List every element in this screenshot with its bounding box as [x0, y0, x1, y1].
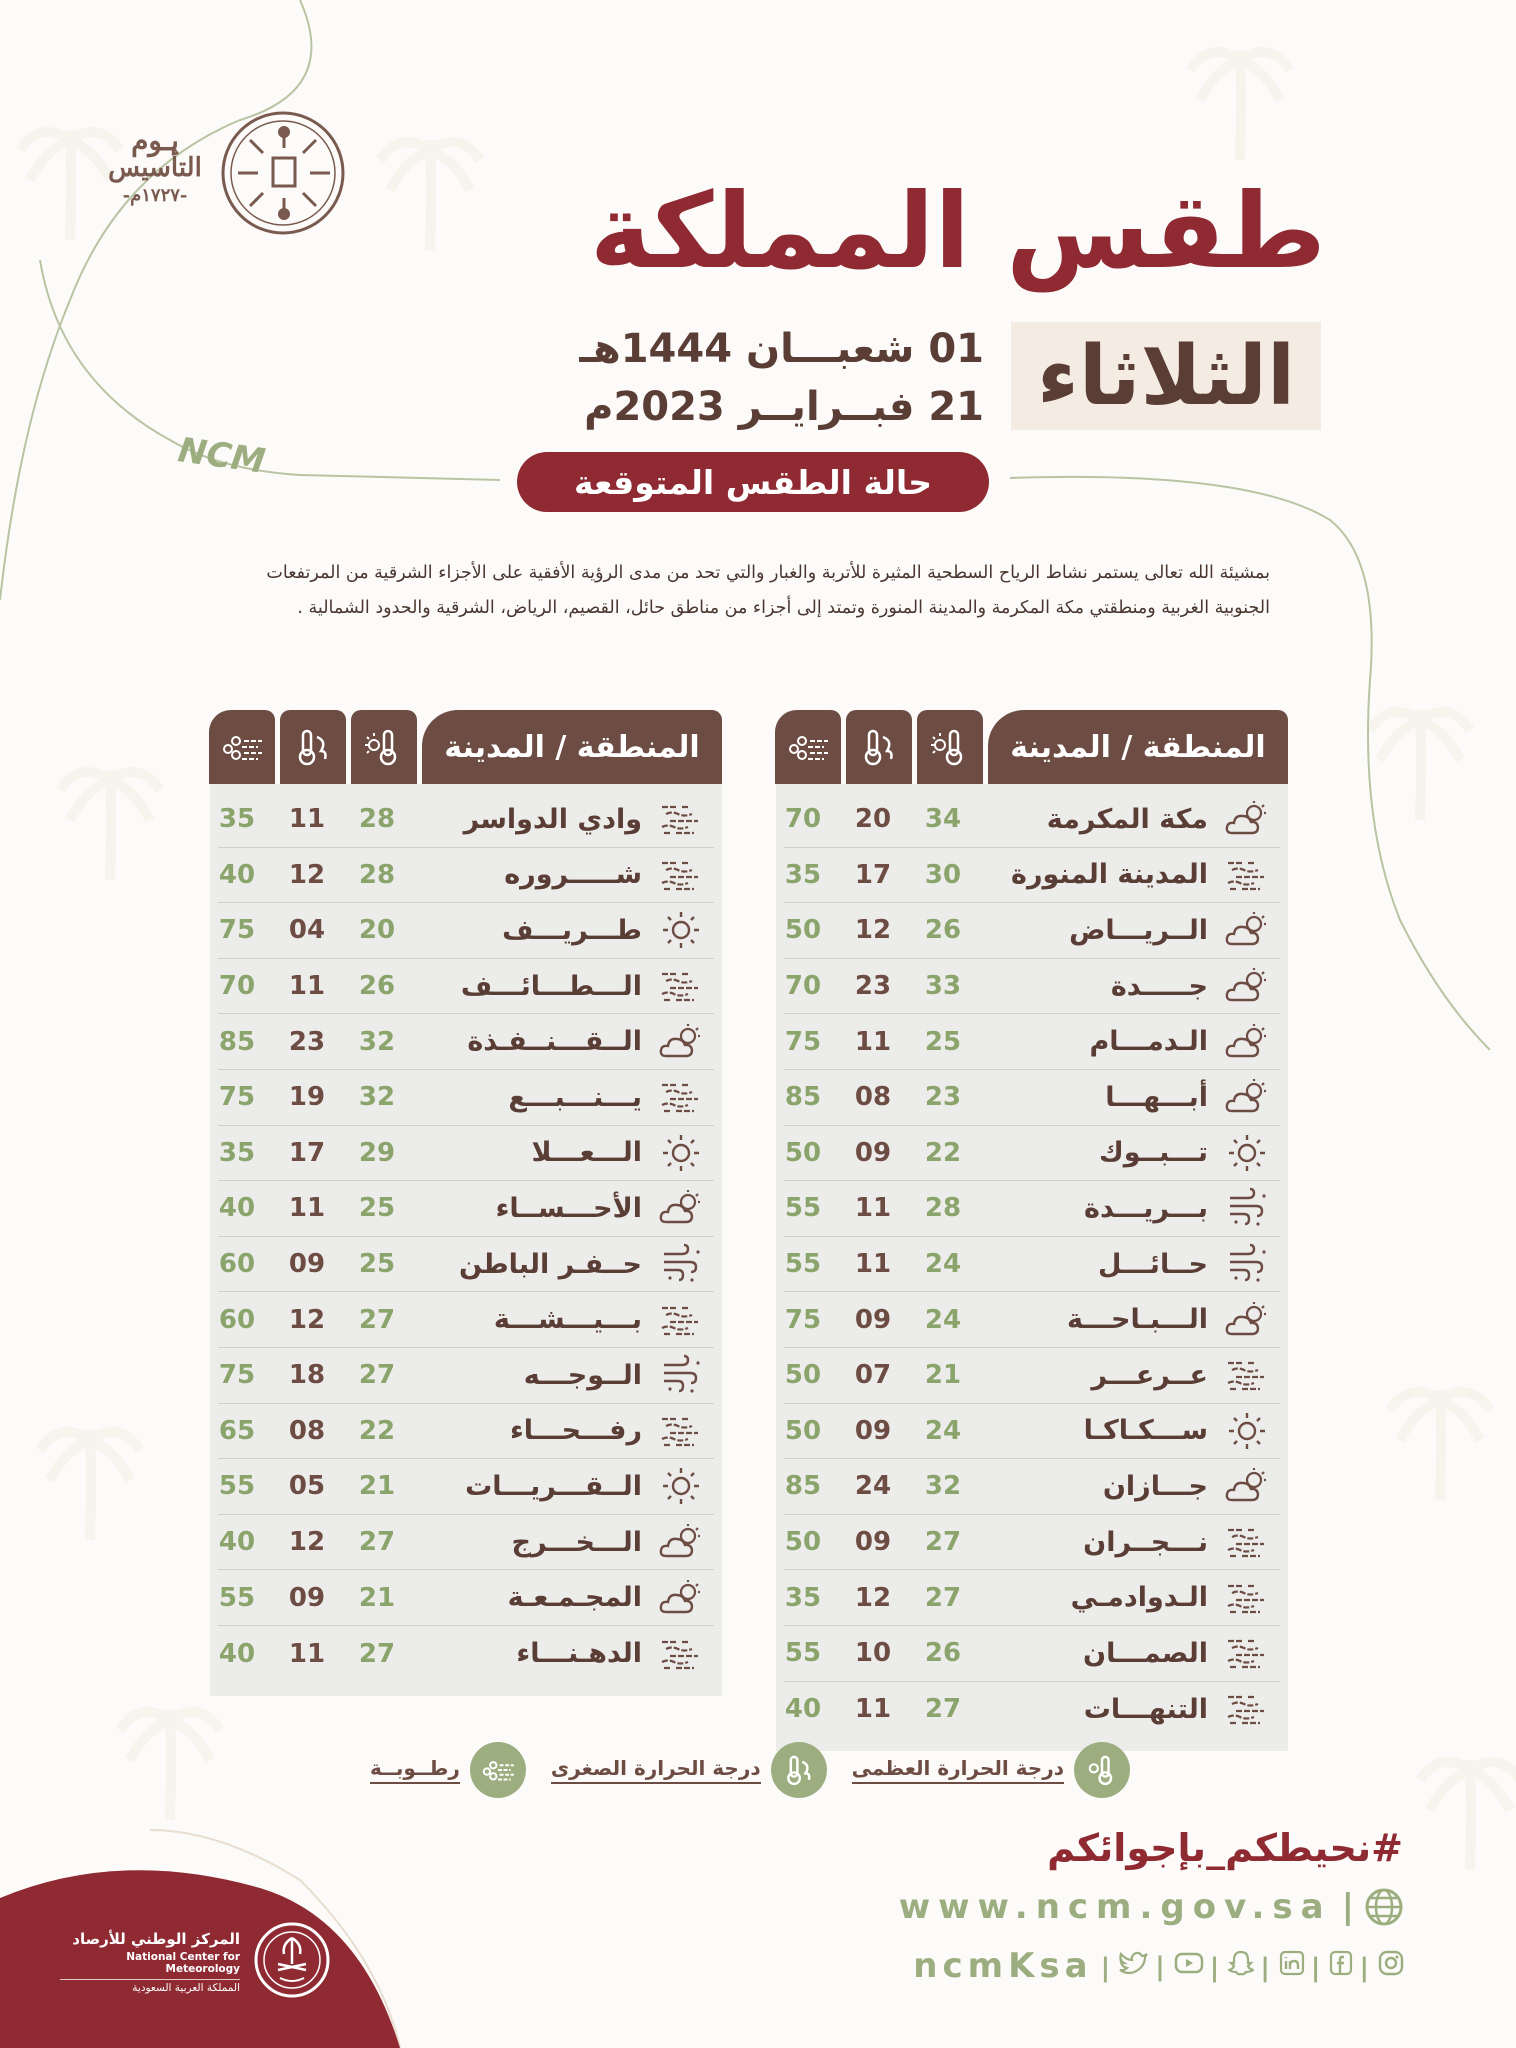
city-name: مكة المكرمة: [1046, 803, 1208, 835]
dust-wind-icon: [648, 1353, 714, 1397]
table-row: [784, 1348, 1280, 1404]
dust-haze-icon: [1214, 1355, 1280, 1395]
day-name: الثلاثاء: [1011, 322, 1321, 430]
ncm-mark: NCM: [175, 430, 268, 482]
table-row: [218, 959, 714, 1015]
table-row: [784, 959, 1280, 1015]
min-temp-value: 11: [288, 1638, 326, 1669]
city-name: حــائـــل: [1098, 1248, 1208, 1280]
max-temp-value: 27: [358, 1638, 396, 1669]
table-row: [784, 792, 1280, 848]
max-temp-value: 21: [358, 1471, 396, 1502]
city-cell: [978, 1355, 1280, 1395]
partly-cloudy-icon: [1214, 910, 1280, 950]
header-city-label: المنطقة / المدينة: [422, 710, 722, 784]
sunny-icon: [648, 1131, 714, 1175]
ncm-org-block: [60, 1930, 240, 1994]
twitter-icon[interactable]: |: [1101, 1950, 1150, 1983]
min-temp-value: 11: [854, 1026, 892, 1057]
humidity-value: 70: [784, 971, 822, 1002]
city-name: الـــبـاحـــة: [1067, 1304, 1208, 1336]
youtube-icon[interactable]: |: [1155, 1951, 1204, 1982]
table-row: [784, 1126, 1280, 1182]
min-temp-header-icon: [280, 710, 346, 784]
status-title: حالة الطقس المتوقعة: [517, 452, 989, 512]
city-name: الــريـــاض: [1069, 914, 1208, 946]
table-row: [784, 1626, 1280, 1682]
dust-haze-icon: [1214, 1633, 1280, 1673]
humidity-value: 75: [218, 1360, 256, 1391]
city-cell: [412, 1131, 714, 1175]
legend-min-label: درجة الحرارة الصغرى: [551, 1756, 761, 1784]
table-row: [218, 1181, 714, 1237]
dust-wind-icon: [1214, 1186, 1280, 1230]
max-temp-value: 21: [358, 1582, 396, 1613]
humidity-value: 40: [784, 1694, 822, 1725]
table-row: [218, 1292, 714, 1348]
city-cell: [412, 1188, 714, 1228]
min-temp-value: 09: [854, 1137, 892, 1168]
dust-haze-icon: [1214, 1578, 1280, 1618]
humidity-value: 55: [218, 1582, 256, 1613]
humidity-header-icon: [775, 710, 841, 784]
city-name: الدهـنـــاء: [516, 1638, 642, 1670]
max-temp-value: 32: [358, 1026, 396, 1057]
min-temp-value: 11: [854, 1193, 892, 1224]
city-name: جـــــدة: [1110, 970, 1208, 1002]
humidity-value: 75: [784, 1026, 822, 1057]
org-country: المملكة العربية السعودية: [60, 1979, 240, 1994]
date-gregorian: 21 فبــرايــر 2023م: [584, 384, 984, 430]
city-cell: [978, 1522, 1280, 1562]
city-cell: [412, 1077, 714, 1117]
max-temp-value: 28: [358, 859, 396, 890]
founding-line-2: التأسيس: [108, 153, 202, 184]
table-row: [218, 1570, 714, 1626]
max-temp-value: 24: [924, 1249, 962, 1280]
min-temp-value: 09: [288, 1249, 326, 1280]
city-cell: [412, 1353, 714, 1397]
partly-cloudy-icon: [648, 1022, 714, 1062]
sunny-icon: [648, 908, 714, 952]
founding-line-1: يـوم: [131, 124, 179, 157]
city-name: بـــيـــشـــة: [493, 1304, 642, 1336]
table-row: [218, 1348, 714, 1404]
min-temp-icon: [771, 1742, 827, 1798]
founding-seal-icon: [218, 108, 348, 238]
min-temp-header-icon: [846, 710, 912, 784]
forecast-table-left: [210, 710, 722, 1683]
table-row: [218, 1626, 714, 1682]
dust-haze-icon: [1214, 855, 1280, 895]
min-temp-value: 05: [288, 1471, 326, 1502]
min-temp-value: 18: [288, 1360, 326, 1391]
partly-cloudy-icon: [648, 1578, 714, 1618]
city-cell: [978, 855, 1280, 895]
city-name: عــرعـــر: [1091, 1359, 1208, 1391]
partly-cloudy-icon: [1214, 966, 1280, 1006]
max-temp-value: 28: [924, 1193, 962, 1224]
humidity-value: 85: [218, 1026, 256, 1057]
city-name: الـــعـــلا: [531, 1137, 642, 1169]
table-row: [784, 848, 1280, 904]
city-cell: [978, 966, 1280, 1006]
min-temp-value: 17: [854, 859, 892, 890]
max-temp-value: 32: [358, 1082, 396, 1113]
table-row: [784, 1292, 1280, 1348]
legend: [370, 1740, 1130, 1800]
legend-max-label: درجة الحرارة العظمى: [852, 1756, 1064, 1784]
partly-cloudy-icon: [648, 1522, 714, 1562]
city-name: الــقـــريـــات: [465, 1470, 642, 1502]
city-cell: [412, 1022, 714, 1062]
humidity-value: 35: [218, 1137, 256, 1168]
humidity-value: 40: [218, 1193, 256, 1224]
max-temp-value: 27: [358, 1527, 396, 1558]
min-temp-value: 09: [288, 1582, 326, 1613]
table-row: [218, 1404, 714, 1460]
min-temp-value: 11: [288, 804, 326, 835]
city-cell: [412, 1300, 714, 1340]
city-cell: [978, 1242, 1280, 1286]
city-cell: [978, 1022, 1280, 1062]
humidity-value: 35: [784, 1582, 822, 1613]
partly-cloudy-icon: [648, 1188, 714, 1228]
max-temp-value: 25: [924, 1026, 962, 1057]
min-temp-value: 17: [288, 1137, 326, 1168]
city-cell: [978, 799, 1280, 839]
city-cell: [978, 1300, 1280, 1340]
city-name: الــقـــنــفـذة: [467, 1026, 642, 1058]
city-cell: [978, 1466, 1280, 1506]
min-temp-value: 07: [854, 1360, 892, 1391]
max-temp-value: 22: [358, 1415, 396, 1446]
min-temp-value: 12: [288, 1304, 326, 1335]
humidity-value: 50: [784, 1527, 822, 1558]
city-name: طـــريـــف: [502, 914, 642, 946]
max-temp-value: 27: [358, 1304, 396, 1335]
partly-cloudy-icon: [1214, 1077, 1280, 1117]
city-name: حــفـر الباطن: [458, 1248, 642, 1280]
city-name: الـــطـــائـــف: [460, 970, 642, 1002]
humidity-value: 60: [218, 1304, 256, 1335]
min-temp-value: 23: [288, 1026, 326, 1057]
humidity-value: 55: [784, 1249, 822, 1280]
date-hijri: 01 شعبـــان 1444هـ: [579, 326, 984, 372]
min-temp-value: 10: [854, 1638, 892, 1669]
max-temp-value: 33: [924, 971, 962, 1002]
social-handle[interactable]: ncmKsa: [913, 1946, 1093, 1986]
table-row: [784, 1404, 1280, 1460]
humidity-value: 75: [218, 1082, 256, 1113]
table-row: [218, 903, 714, 959]
snapchat-icon[interactable]: |: [1210, 1950, 1255, 1983]
dust-haze-icon: [648, 855, 714, 895]
humidity-value: 50: [784, 1137, 822, 1168]
website-link[interactable]: www.ncm.gov.sa: [898, 1887, 1332, 1927]
org-name-ar: المركز الوطني للأرصاد: [72, 1930, 240, 1948]
max-temp-value: 26: [924, 1638, 962, 1669]
max-temp-value: 20: [358, 915, 396, 946]
city-cell: [978, 1689, 1280, 1729]
city-name: أبـــهـــا: [1105, 1081, 1208, 1113]
min-temp-value: 12: [854, 915, 892, 946]
table-body-right: [776, 784, 1288, 1751]
min-temp-value: 11: [288, 1193, 326, 1224]
dust-haze-icon: [648, 1077, 714, 1117]
city-name: تـــبــوك: [1099, 1137, 1208, 1169]
dust-haze-icon: [1214, 1522, 1280, 1562]
city-cell: [412, 966, 714, 1006]
city-name: ســـكـاكـا: [1083, 1415, 1208, 1447]
ncm-logo-icon: [252, 1920, 332, 2000]
max-temp-value: 25: [358, 1193, 396, 1224]
city-name: نـــجــران: [1083, 1526, 1208, 1558]
max-temp-value: 32: [924, 1471, 962, 1502]
partly-cloudy-icon: [1214, 1022, 1280, 1062]
city-cell: [978, 1409, 1280, 1453]
table-row: [218, 792, 714, 848]
linkedin-icon[interactable]: |: [1260, 1950, 1305, 1983]
table-row: [218, 1070, 714, 1126]
city-cell: [978, 910, 1280, 950]
max-temp-value: 21: [924, 1360, 962, 1391]
table-row: [784, 1459, 1280, 1515]
partly-cloudy-icon: [1214, 799, 1280, 839]
humidity-value: 55: [784, 1193, 822, 1224]
sunny-icon: [1214, 1131, 1280, 1175]
min-temp-value: 08: [288, 1415, 326, 1446]
table-row: [218, 1014, 714, 1070]
max-temp-value: 26: [924, 915, 962, 946]
city-name: التنهـــات: [1083, 1693, 1208, 1725]
min-temp-value: 20: [854, 804, 892, 835]
max-temp-value: 27: [924, 1527, 962, 1558]
legend-min-temp: [551, 1742, 827, 1798]
dust-haze-icon: [1214, 1689, 1280, 1729]
partly-cloudy-icon: [1214, 1300, 1280, 1340]
max-temp-value: 25: [358, 1249, 396, 1280]
min-temp-value: 12: [288, 1527, 326, 1558]
max-temp-value: 29: [358, 1137, 396, 1168]
humidity-header-icon: [209, 710, 275, 784]
city-name: الــوجـــه: [523, 1359, 642, 1391]
max-temp-value: 34: [924, 804, 962, 835]
humidity-value: 50: [784, 1415, 822, 1446]
min-temp-value: 09: [854, 1304, 892, 1335]
city-name: الـدمـــام: [1089, 1026, 1208, 1058]
city-cell: [978, 1633, 1280, 1673]
city-cell: [412, 1578, 714, 1618]
city-cell: [978, 1186, 1280, 1230]
humidity-value: 40: [218, 1638, 256, 1669]
city-name: يـــنـــبـــع: [508, 1081, 642, 1113]
humidity-value: 35: [218, 804, 256, 835]
table-row: [218, 1126, 714, 1182]
instagram-icon[interactable]: |: [1359, 1950, 1404, 1983]
humidity-value: 85: [784, 1082, 822, 1113]
humidity-value: 55: [218, 1471, 256, 1502]
humidity-value: 65: [218, 1415, 256, 1446]
main-title: طقس المملكة: [589, 170, 1326, 292]
header-city-label: المنطقة / المدينة: [988, 710, 1288, 784]
city-cell: [412, 1242, 714, 1286]
humidity-value: 50: [784, 1360, 822, 1391]
social-icons: [1101, 1950, 1404, 1983]
city-name: الـدوادمـي: [1070, 1582, 1208, 1614]
min-temp-value: 11: [854, 1249, 892, 1280]
founding-line-3: -١٧٢٧م-: [122, 184, 188, 206]
city-cell: [412, 799, 714, 839]
min-temp-value: 09: [854, 1527, 892, 1558]
min-temp-value: 09: [854, 1415, 892, 1446]
humidity-value: 70: [784, 804, 822, 835]
max-temp-value: 24: [924, 1304, 962, 1335]
humidity-value: 60: [218, 1249, 256, 1280]
dust-haze-icon: [648, 799, 714, 839]
legend-humidity: [370, 1742, 526, 1798]
city-cell: [412, 1411, 714, 1451]
sunny-icon: [648, 1464, 714, 1508]
city-cell: [412, 1522, 714, 1562]
city-cell: [412, 1634, 714, 1674]
min-temp-value: 19: [288, 1082, 326, 1113]
table-row: [218, 848, 714, 904]
max-temp-value: 27: [924, 1694, 962, 1725]
city-name: الصمـــان: [1083, 1637, 1208, 1669]
website-line: [899, 1887, 1404, 1927]
partly-cloudy-icon: [1214, 1466, 1280, 1506]
table-header: [210, 710, 722, 784]
max-temp-value: 27: [358, 1360, 396, 1391]
city-cell: [412, 908, 714, 952]
table-row: [218, 1237, 714, 1293]
forecast-table-right: [776, 710, 1288, 1738]
max-temp-value: 24: [924, 1415, 962, 1446]
dust-wind-icon: [648, 1242, 714, 1286]
founding-day-logo: [100, 108, 360, 248]
legend-max-temp: [852, 1742, 1130, 1798]
max-temp-value: 23: [924, 1082, 962, 1113]
max-temp-header-icon: [917, 710, 983, 784]
dust-haze-icon: [648, 1411, 714, 1451]
dust-haze-icon: [648, 1634, 714, 1674]
divider: |: [1341, 1887, 1354, 1927]
min-temp-value: 24: [854, 1471, 892, 1502]
min-temp-value: 11: [854, 1694, 892, 1725]
city-name: الأحـــســاء: [495, 1192, 642, 1224]
max-temp-value: 26: [358, 971, 396, 1002]
min-temp-value: 04: [288, 915, 326, 946]
city-name: وادي الدواسر: [463, 803, 642, 835]
humidity-value: 70: [218, 971, 256, 1002]
max-temp-value: 27: [924, 1582, 962, 1613]
city-name: الـــخـــرج: [511, 1526, 642, 1558]
hashtag[interactable]: #نحيطكم_بإجوائكم: [1047, 1826, 1403, 1870]
humidity-value: 40: [218, 1527, 256, 1558]
dust-wind-icon: [1214, 1242, 1280, 1286]
table-row: [784, 1014, 1280, 1070]
table-row: [784, 1181, 1280, 1237]
city-name: رفـــحـــاء: [510, 1415, 642, 1447]
min-temp-value: 08: [854, 1082, 892, 1113]
sunny-icon: [1214, 1409, 1280, 1453]
max-temp-value: 28: [358, 804, 396, 835]
city-name: جـــازان: [1102, 1470, 1208, 1502]
humidity-value: 50: [784, 915, 822, 946]
table-row: [784, 1070, 1280, 1126]
table-row: [218, 1515, 714, 1571]
city-cell: [412, 1464, 714, 1508]
table-row: [784, 903, 1280, 959]
city-cell: [978, 1077, 1280, 1117]
min-temp-value: 12: [288, 859, 326, 890]
globe-icon: [1364, 1887, 1404, 1927]
table-row: [218, 1459, 714, 1515]
city-name: المدينة المنورة: [1011, 859, 1208, 891]
max-temp-value: 30: [924, 859, 962, 890]
humidity-value: 35: [784, 859, 822, 890]
max-temp-value: 22: [924, 1137, 962, 1168]
dust-haze-icon: [648, 966, 714, 1006]
table-row: [784, 1237, 1280, 1293]
city-cell: [978, 1131, 1280, 1175]
humidity-value: 85: [784, 1471, 822, 1502]
table-body-left: [210, 784, 722, 1696]
table-row: [784, 1682, 1280, 1738]
city-cell: [978, 1578, 1280, 1618]
table-row: [784, 1515, 1280, 1571]
dust-haze-icon: [648, 1300, 714, 1340]
min-temp-value: 23: [854, 971, 892, 1002]
table-row: [784, 1570, 1280, 1626]
humidity-value: 55: [784, 1638, 822, 1669]
humidity-icon: [470, 1742, 526, 1798]
humidity-value: 75: [218, 915, 256, 946]
forecast-description: بمشيئة الله تعالى يستمر نشاط الرياح السطحية المثيرة للأتربة والغبار والتي تحد من مدى الرؤية الأفقية على الأجزاء الشرقية من المرتفعات الجنوبية الغربية ومنطقتي مكة المكرمة والمدينة المنورة وتمتد إلى أجزاء من مناطق حائل، القصيم، الرياض، الشرقية والحدود الشمالية .: [266, 563, 1270, 618]
min-temp-value: 12: [854, 1582, 892, 1613]
city-name: بـــريـــدة: [1084, 1192, 1208, 1224]
humidity-value: 40: [218, 859, 256, 890]
social-line: [913, 1946, 1404, 1986]
max-temp-header-icon: [351, 710, 417, 784]
legend-hum-label: رطــوبــة: [370, 1756, 460, 1784]
city-cell: [412, 855, 714, 895]
humidity-value: 75: [784, 1304, 822, 1335]
min-temp-value: 11: [288, 971, 326, 1002]
city-name: شـــــروره: [504, 859, 642, 891]
max-temp-icon: [1074, 1742, 1130, 1798]
facebook-icon[interactable]: |: [1311, 1950, 1354, 1983]
org-name-en: National Center for Meteorology: [126, 1951, 240, 1975]
city-name: المجـمـعـة: [507, 1582, 642, 1614]
table-header: [776, 710, 1288, 784]
founding-day-text: [100, 126, 210, 206]
